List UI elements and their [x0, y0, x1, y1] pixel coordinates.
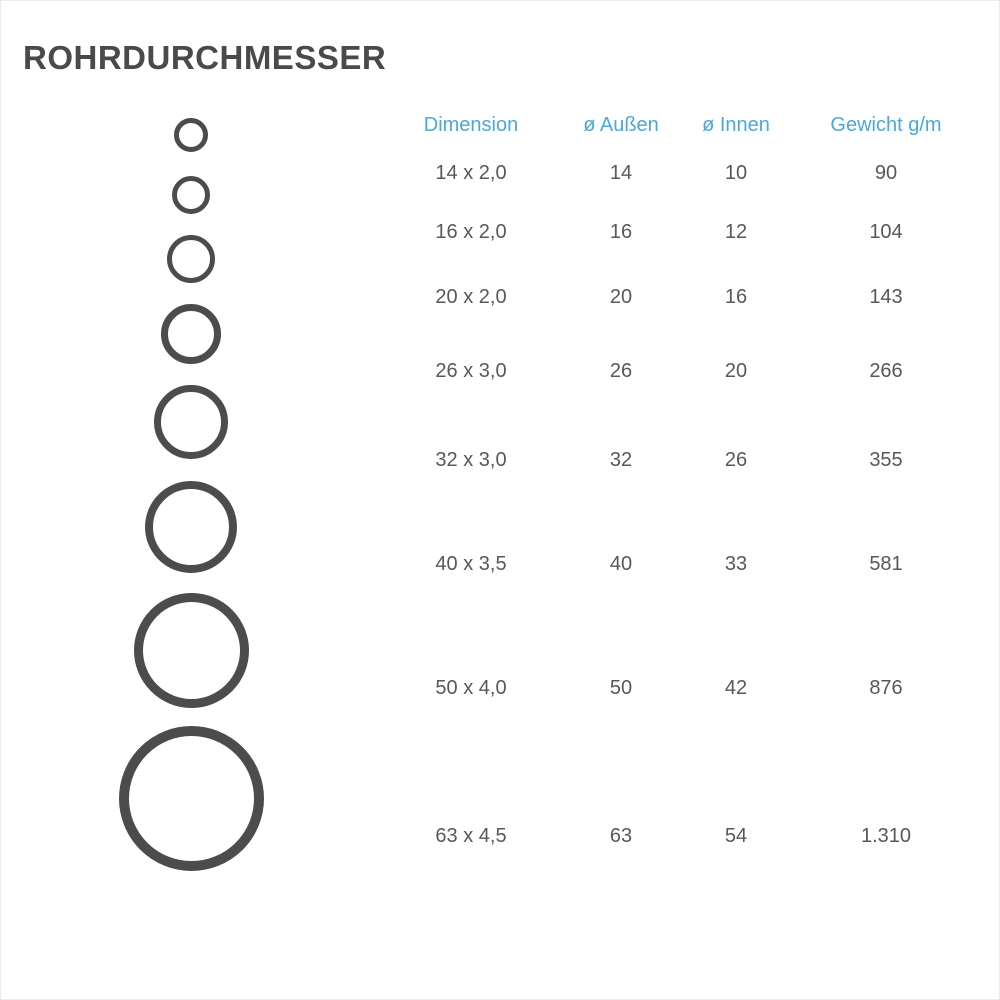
pipe-ring-32: [154, 385, 228, 459]
table-row: [381, 412, 981, 508]
column-header-outer-diameter: ø Außen: [583, 113, 659, 136]
column-header-dimension: Dimension: [423, 113, 519, 136]
column-header-inner-diameter: ø Innen: [702, 113, 770, 136]
cell-dimension: 16 x 2,0: [435, 221, 507, 243]
pipe-ring-26: [161, 304, 221, 364]
pipe-ring-63: [119, 726, 264, 871]
cell-outer: 20: [609, 285, 633, 308]
ring-row: [1, 470, 381, 583]
table-row: [381, 755, 981, 918]
ring-row: [1, 164, 381, 225]
page-title: ROHRDURCHMESSER: [23, 39, 387, 76]
cell-inner: 16: [724, 285, 748, 308]
cell-outer: 32: [609, 448, 633, 471]
table-row: [381, 331, 981, 412]
cell-dimension: 32 x 3,0: [435, 448, 507, 471]
cell-outer: 14: [609, 161, 633, 184]
table-row: [381, 202, 981, 263]
cell-inner: 26: [724, 448, 748, 471]
cell-weight: 143: [869, 285, 903, 308]
cell-dimension: 63 x 4,5: [435, 825, 507, 847]
ring-row: [1, 717, 381, 880]
table-row: [381, 263, 981, 331]
pipe-ring-50: [134, 593, 249, 708]
cell-dimension: 20 x 2,0: [435, 285, 507, 308]
pipe-ring-16: [172, 176, 210, 214]
table-row: [381, 621, 981, 755]
table-row: [381, 508, 981, 621]
cell-weight: 581: [869, 553, 903, 575]
cell-outer: 50: [609, 676, 633, 699]
cell-outer: 26: [609, 360, 633, 382]
cell-weight: 266: [869, 360, 903, 382]
cell-dimension: 40 x 3,5: [435, 553, 507, 575]
table-header-row: [381, 106, 981, 144]
cell-outer: 40: [609, 553, 633, 575]
ring-row: [1, 293, 381, 374]
cell-weight: 876: [869, 676, 903, 699]
cell-weight: 355: [869, 448, 903, 471]
ring-row: [1, 106, 381, 164]
cell-weight: 1.310: [860, 825, 912, 847]
pipe-ring-40: [145, 481, 237, 573]
cell-dimension: 26 x 3,0: [435, 360, 507, 382]
cell-inner: 33: [724, 553, 748, 575]
ring-row: [1, 225, 381, 293]
ring-diagram-column: [1, 106, 381, 880]
cell-inner: 20: [724, 360, 748, 382]
cell-inner: 10: [724, 161, 748, 184]
cell-outer: 63: [609, 825, 633, 847]
table-row: [381, 144, 981, 202]
cell-weight: 90: [874, 161, 898, 184]
cell-dimension: 50 x 4,0: [435, 676, 507, 699]
ring-row: [1, 583, 381, 717]
cell-outer: 16: [609, 221, 633, 243]
pipe-ring-20: [167, 235, 215, 283]
pipe-ring-14: [174, 118, 208, 152]
ring-row: [1, 374, 381, 470]
cell-inner: 42: [724, 676, 748, 699]
cell-dimension: 14 x 2,0: [435, 161, 507, 184]
specs-table: [381, 106, 981, 918]
cell-inner: 12: [724, 221, 748, 243]
column-header-weight: Gewicht g/m: [830, 113, 942, 136]
cell-inner: 54: [724, 825, 748, 847]
cell-weight: 104: [869, 221, 903, 243]
